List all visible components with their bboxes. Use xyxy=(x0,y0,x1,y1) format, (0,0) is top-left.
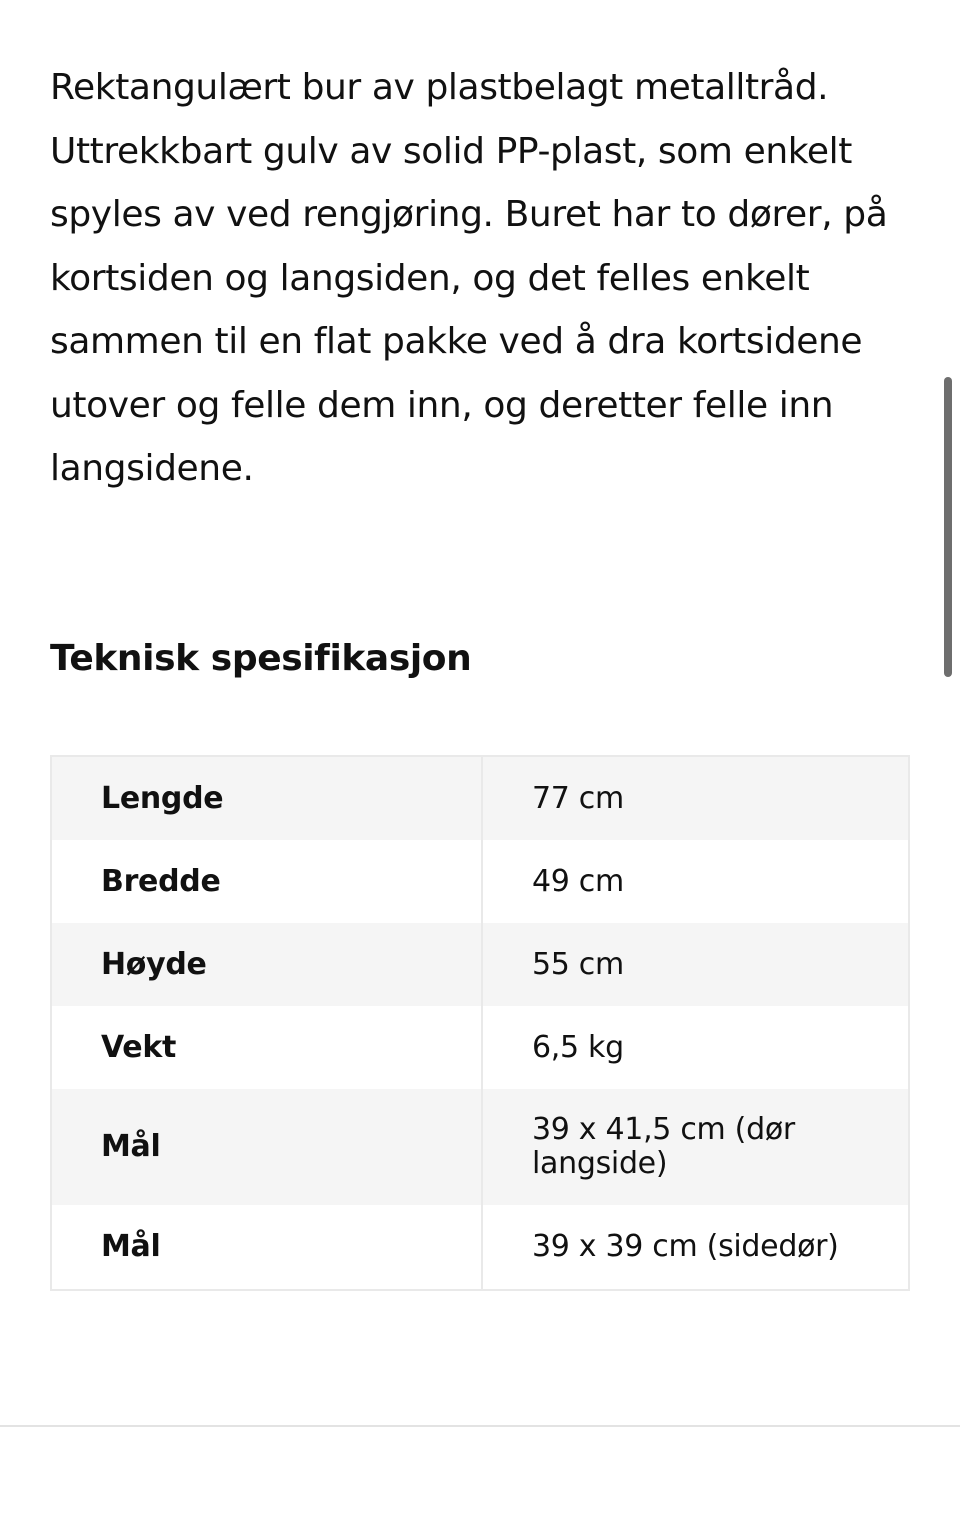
spec-label: Vekt xyxy=(52,1006,483,1089)
scrollbar-thumb[interactable] xyxy=(944,377,952,677)
spec-row xyxy=(52,757,908,840)
spec-row xyxy=(52,1006,908,1089)
spec-label: Lengde xyxy=(52,757,483,840)
product-description: Rektangulært bur av plastbelagt metalltråd. Uttrekkbart gulv av solid PP-plast, som enkelt spyles av ved rengjøring. Buret har to dører, på kortsiden og langsiden, og det felles enkelt sammen til en flat pakke ved å dra kortsidene utover og felle dem inn, og deretter felle inn langsidene. xyxy=(50,67,888,489)
spec-label: Høyde xyxy=(52,923,483,1006)
spec-table xyxy=(50,755,910,1291)
spec-row xyxy=(52,923,908,1006)
spec-label: Mål xyxy=(52,1089,483,1205)
spec-row xyxy=(52,840,908,923)
spec-row xyxy=(52,1205,908,1289)
spec-value: 39 x 39 cm (sidedør) xyxy=(532,1229,839,1264)
spec-label: Bredde xyxy=(52,840,483,923)
spec-value: 6,5 kg xyxy=(532,1029,624,1065)
spec-value: 39 x 41,5 cm (dør langside) xyxy=(532,1112,795,1181)
spec-row xyxy=(52,1089,908,1205)
section-divider xyxy=(0,1425,960,1427)
spec-label: Mål xyxy=(52,1205,483,1289)
spec-value: 55 cm xyxy=(532,946,624,982)
spec-value: 77 cm xyxy=(532,780,624,816)
spec-value: 49 cm xyxy=(532,863,624,899)
spec-heading: Teknisk spesifikasjon xyxy=(50,638,472,679)
